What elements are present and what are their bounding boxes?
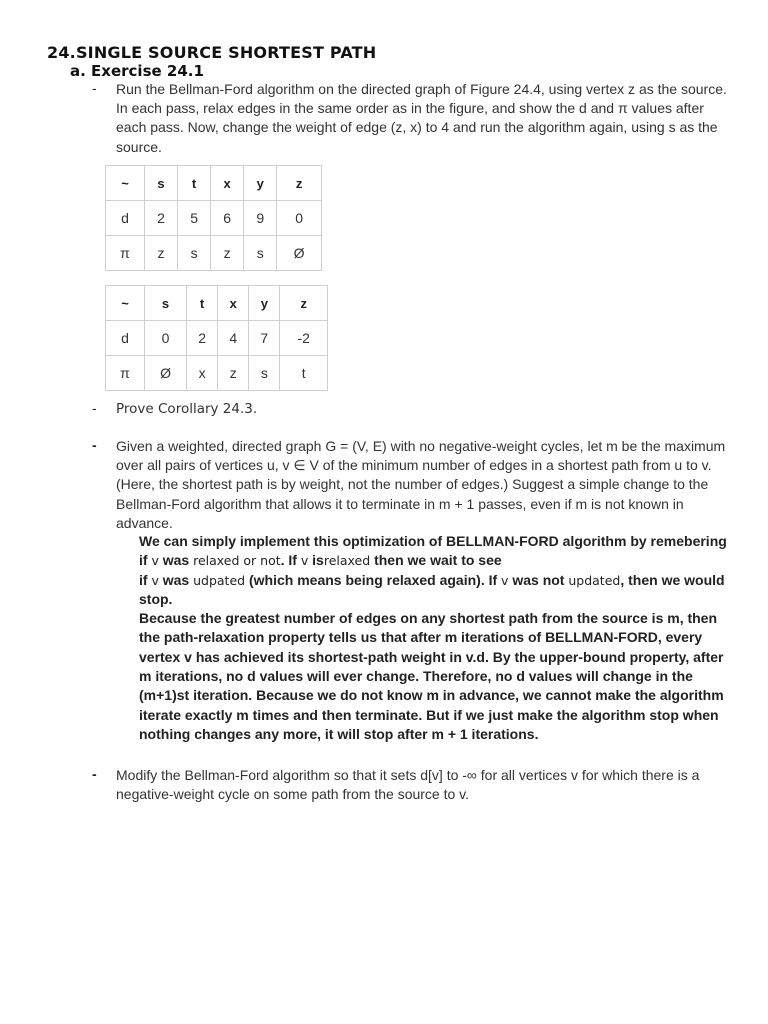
- table-cell: 4: [218, 321, 249, 356]
- answer-paragraph-1: [139, 532, 729, 609]
- table-header-row: [106, 166, 322, 201]
- table-row: [106, 356, 328, 391]
- answer-text: , then we would stop.: [139, 571, 725, 607]
- code-term: updated: [568, 572, 621, 588]
- table-cell: x: [187, 356, 218, 391]
- exercise-item-2: [92, 400, 732, 419]
- exercise-item-2-text: Prove Corollary 24.3.: [116, 401, 258, 417]
- code-term: v: [501, 572, 509, 588]
- table-cell: d: [106, 321, 145, 356]
- table-cell: π: [106, 356, 145, 391]
- table-row: [106, 321, 328, 356]
- table-header-cell: z: [280, 286, 328, 321]
- table-header-cell: y: [249, 286, 280, 321]
- table-header-cell: x: [218, 286, 249, 321]
- answer-text: . If: [280, 552, 301, 569]
- code-term: v: [151, 553, 159, 569]
- table-header-cell: z: [277, 166, 322, 201]
- code-term: relaxed or not: [193, 553, 281, 569]
- answer-text: was not: [508, 571, 569, 588]
- list-dash: -: [92, 80, 97, 96]
- exercise-heading: a. Exercise 24.1: [70, 62, 204, 80]
- results-table-2: [105, 285, 328, 391]
- table-row: [106, 201, 322, 236]
- list-dash: -: [92, 400, 97, 416]
- table-cell: 7: [249, 321, 280, 356]
- table-row: [106, 236, 322, 271]
- table-cell: 0: [277, 201, 322, 236]
- table-header-cell: t: [187, 286, 218, 321]
- table-cell: 6: [211, 201, 244, 236]
- table-cell: Ø: [145, 356, 187, 391]
- exercise-item-3: [92, 437, 732, 533]
- answer-text: was: [158, 552, 194, 569]
- exercise-item-4: [92, 766, 732, 804]
- answer-text: if: [139, 571, 152, 588]
- answer-text: was: [158, 571, 194, 588]
- table-cell: Ø: [277, 236, 322, 271]
- table-header-cell: t: [178, 166, 211, 201]
- table-cell: z: [218, 356, 249, 391]
- page-title: 24.SINGLE SOURCE SHORTEST PATH: [47, 43, 377, 62]
- table-cell: 0: [145, 321, 187, 356]
- exercise-item-1-text: Run the Bellman-Ford algorithm on the directed graph of Figure 24.4, using vertex z as the source. In each pass, relax edges in the same order as in the figure, and show the d and π values after each pass. Now, change the weight of edge (z, x) to 4 and run the algorithm again, using s as the source.: [116, 81, 727, 155]
- code-term: v: [300, 553, 309, 569]
- list-dash: -: [92, 766, 97, 782]
- table-cell: 9: [244, 201, 277, 236]
- answer-text: then we wait to see: [370, 552, 502, 569]
- exercise-item-4-text: Modify the Bellman-Ford algorithm so that it sets d[v] to -∞ for all vertices v for which there is a negative-weight cycle on some path from the source to v.: [116, 767, 700, 803]
- answer-text: We can simply implement this optimization of BELLMAN-FORD algorithm by remebering if: [139, 533, 727, 569]
- table-cell: 2: [187, 321, 218, 356]
- table-cell: s: [244, 236, 277, 271]
- code-term: v: [151, 572, 159, 588]
- answer-paragraph-2: Because the greatest number of edges on any shortest path from the source is m, then the path-relaxation property tells us that after m iterations of BELLMAN-FORD, every vertex v has achieved its shortest-path weight in v.d. By the upper-bound property, after m iterations, no d values will ever change. Therefore, no d values will change in the (m+1)st iteration. Because we do not know m in advance, we cannot make the algorithm iterate exactly m times and then terminate. But if we just make the algorithm stop when nothing changes any more, it will stop after m + 1 iterations.: [139, 610, 724, 742]
- table-header-row: [106, 286, 328, 321]
- table-cell: d: [106, 201, 145, 236]
- code-term: relaxed: [323, 553, 371, 569]
- table-header-cell: x: [211, 166, 244, 201]
- table-cell: s: [249, 356, 280, 391]
- table-cell: -2: [280, 321, 328, 356]
- exercise-item-3-text: Given a weighted, directed graph G = (V, E) with no negative-weight cycles, let m be the maximum over all pairs of vertices u, v ∈ V of the minimum number of edges in a shortest path from u to v. (Here, the shortest path is by weight, not the number of edges.) Suggest a simple change to the Bellman-Ford algorithm that allows it to terminate in m + 1 passes, even if m is not known in advance.: [116, 438, 726, 531]
- table-cell: s: [178, 236, 211, 271]
- table-header-cell: y: [244, 166, 277, 201]
- results-table-1: [105, 165, 322, 271]
- table-header-cell: ~: [106, 286, 145, 321]
- table-cell: z: [211, 236, 244, 271]
- table-header-cell: s: [145, 166, 178, 201]
- exercise-item-1: [92, 80, 732, 157]
- table-cell: t: [280, 356, 328, 391]
- code-term: udpated: [193, 572, 246, 588]
- table-cell: 5: [178, 201, 211, 236]
- answer-text: is: [308, 552, 324, 569]
- answer-text: (which means being relaxed again). If: [245, 571, 502, 588]
- table-header-cell: ~: [106, 166, 145, 201]
- answer-block: [139, 532, 729, 744]
- list-dash: -: [92, 437, 97, 453]
- table-cell: z: [145, 236, 178, 271]
- table-header-cell: s: [145, 286, 187, 321]
- table-cell: 2: [145, 201, 178, 236]
- table-cell: π: [106, 236, 145, 271]
